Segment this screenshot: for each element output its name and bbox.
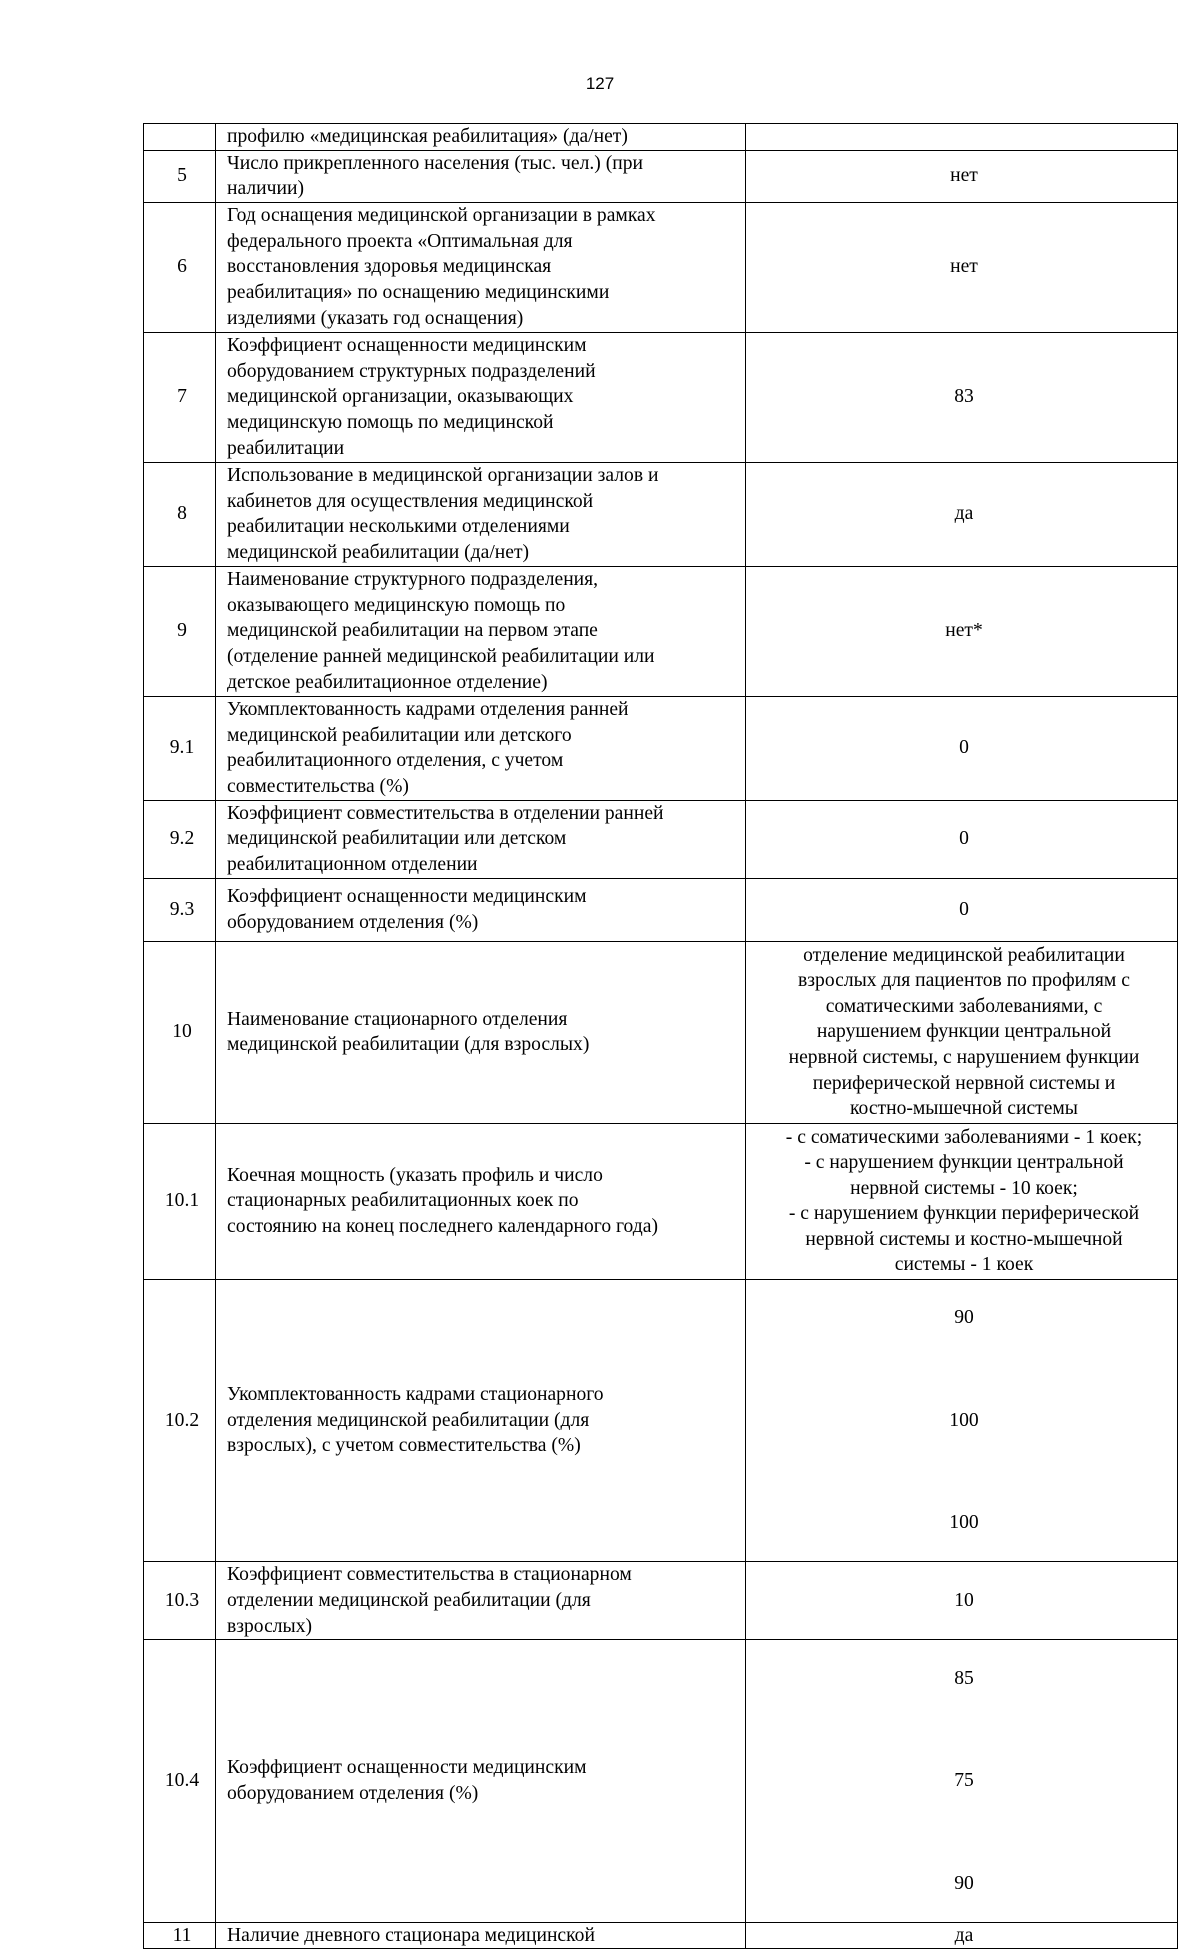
- table-row: [144, 878, 1178, 941]
- value-line: 85: [954, 1667, 974, 1689]
- row-number: 10.3: [144, 1562, 216, 1640]
- row-description: Использование в медицинской организации залов и кабинетов для осуществления медицинской реабилитации несколькими отделениями медицинской реабилитации (да/нет): [216, 462, 746, 566]
- row-number: 7: [144, 332, 216, 462]
- table-row: [144, 332, 1178, 462]
- row-description: Коэффициент оснащенности медицинским оборудованием отделения (%): [216, 878, 746, 941]
- row-value: нет: [746, 202, 1178, 332]
- row-value: 0: [746, 800, 1178, 878]
- row-value: 83: [746, 332, 1178, 462]
- value-line: 100: [949, 1409, 979, 1431]
- row-number: 8: [144, 462, 216, 566]
- table-row: [144, 462, 1178, 566]
- row-number: 9.3: [144, 878, 216, 941]
- row-number: 10: [144, 941, 216, 1123]
- table-row: [144, 1922, 1178, 1949]
- row-value: [746, 1279, 1178, 1562]
- indicator-table: [143, 123, 1178, 1949]
- row-number: 9.1: [144, 696, 216, 800]
- table-row: [144, 566, 1178, 696]
- row-value: [746, 124, 1178, 151]
- table-row: [144, 1562, 1178, 1640]
- value-line: 75: [954, 1770, 974, 1792]
- row-value: 0: [746, 696, 1178, 800]
- value-line: 90: [954, 1872, 974, 1894]
- row-description: Наличие дневного стационара медицинской: [216, 1922, 746, 1949]
- row-description: Укомплектованность кадрами стационарного отделения медицинской реабилитации (для взрослых), с учетом совместительства (%): [216, 1279, 746, 1562]
- row-description: профилю «медицинская реабилитация» (да/нет): [216, 124, 746, 151]
- row-description: Год оснащения медицинской организации в рамках федерального проекта «Оптимальная для восстановления здоровья медицинская реабилитация» по оснащению медицинскими изделиями (указать год оснащения): [216, 202, 746, 332]
- table-row: [144, 124, 1178, 151]
- table-row: [144, 941, 1178, 1123]
- row-value: нет*: [746, 566, 1178, 696]
- row-value: нет: [746, 150, 1178, 202]
- row-description: Коэффициент оснащенности медицинским оборудованием отделения (%): [216, 1640, 746, 1923]
- row-number: 6: [144, 202, 216, 332]
- value-line: 100: [949, 1512, 979, 1534]
- row-description: Коэффициент совместительства в отделении ранней медицинской реабилитации или детском реабилитационном отделении: [216, 800, 746, 878]
- row-value: - с соматическими заболеваниями - 1 коек; - с нарушением функции центральной нервной системы - 10 коек; - с нарушением функции периферической нервной системы и костно-мышечной системы - 1 коек: [746, 1123, 1178, 1279]
- row-description: Коечная мощность (указать профиль и число стационарных реабилитационных коек по состоянию на конец последнего календарного года): [216, 1123, 746, 1279]
- row-number: 10.1: [144, 1123, 216, 1279]
- row-description: Наименование структурного подразделения, оказывающего медицинскую помощь по медицинской реабилитации на первом этапе (отделение ранней медицинской реабилитации или детское реабилитационное отделение): [216, 566, 746, 696]
- row-number: 9.2: [144, 800, 216, 878]
- row-number: [144, 124, 216, 151]
- table-row: [144, 696, 1178, 800]
- row-description: Коэффициент оснащенности медицинским оборудованием структурных подразделений медицинской организации, оказывающих медицинскую помощь по медицинской реабилитации: [216, 332, 746, 462]
- row-value: отделение медицинской реабилитации взрослых для пациентов по профилям с соматическими заболеваниями, с нарушением функции центральной нервной системы, с нарушением функции периферической нервной системы и костно-мышечной системы: [746, 941, 1178, 1123]
- row-description: Укомплектованность кадрами отделения ранней медицинской реабилитации или детского реабилитационного отделения, с учетом совместительства (%): [216, 696, 746, 800]
- row-number: 5: [144, 150, 216, 202]
- row-description: Наименование стационарного отделения медицинской реабилитации (для взрослых): [216, 941, 746, 1123]
- value-line: 90: [954, 1307, 974, 1329]
- row-value: [746, 1640, 1178, 1923]
- page-number: 127: [585, 74, 615, 93]
- row-number: 11: [144, 1922, 216, 1949]
- row-description: Коэффициент совместительства в стационарном отделении медицинской реабилитации (для взрослых): [216, 1562, 746, 1640]
- table-row: [144, 150, 1178, 202]
- row-number: 9: [144, 566, 216, 696]
- row-value: 10: [746, 1562, 1178, 1640]
- row-number: 10.4: [144, 1640, 216, 1923]
- row-value: 0: [746, 878, 1178, 941]
- row-value: да: [746, 1922, 1178, 1949]
- table-row: [144, 1279, 1178, 1562]
- row-description: Число прикрепленного населения (тыс. чел.) (при наличии): [216, 150, 746, 202]
- table-row: [144, 1123, 1178, 1279]
- row-value: да: [746, 462, 1178, 566]
- table-row: [144, 800, 1178, 878]
- row-number: 10.2: [144, 1279, 216, 1562]
- table-row: [144, 1640, 1178, 1923]
- table-row: [144, 202, 1178, 332]
